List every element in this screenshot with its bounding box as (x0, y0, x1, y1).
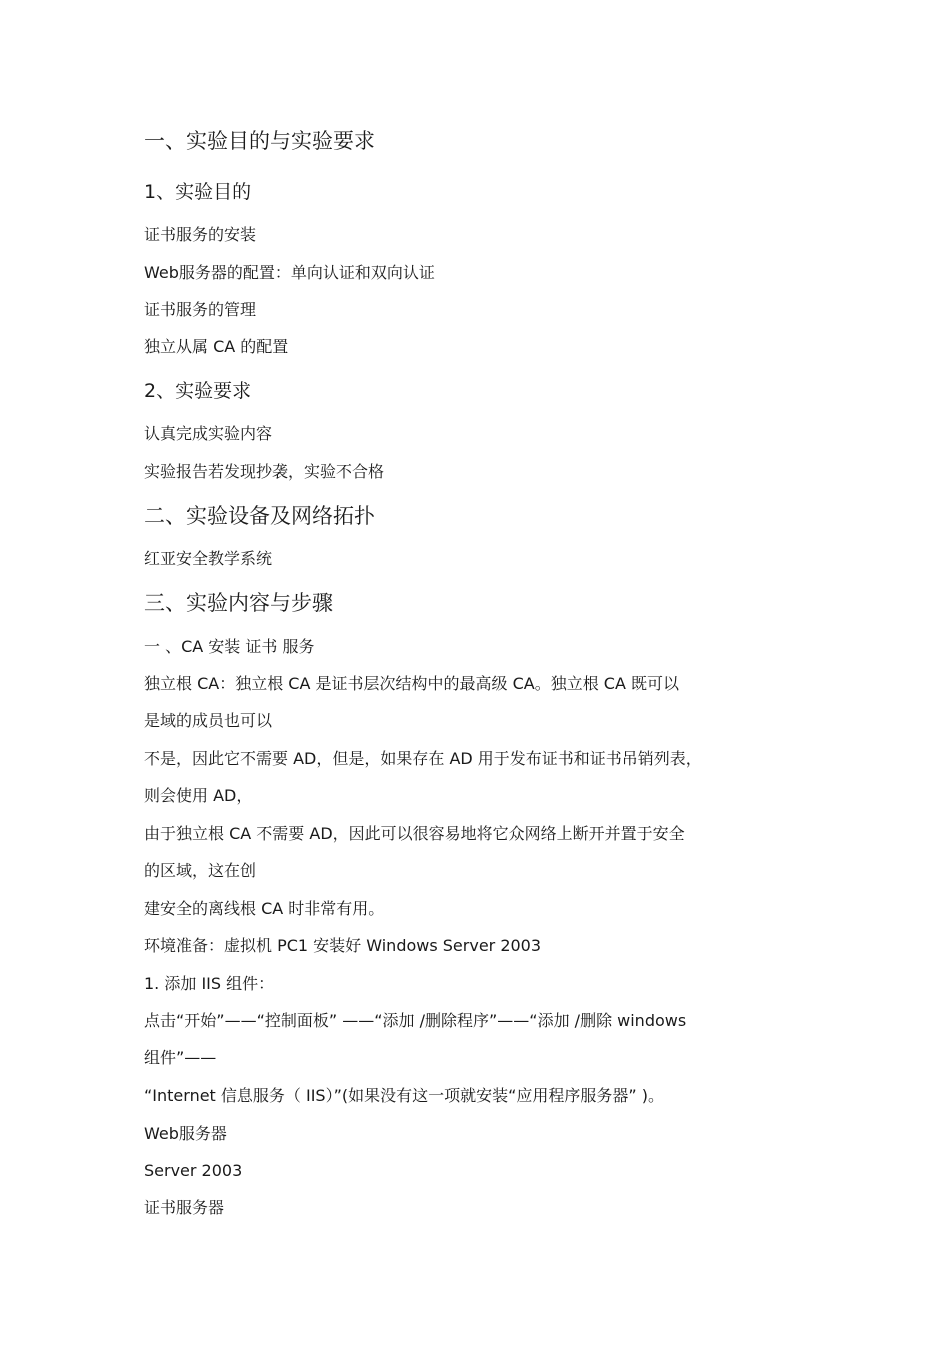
paragraph-line: 是域的成员也可以 (144, 711, 273, 730)
paragraph-line: 组件”—— (144, 1048, 217, 1067)
paragraph-line: 证书服务的安装 (144, 225, 257, 244)
paragraph-line: 点击“开始”——“控制面板” ——“添加 /删除程序”——“添加 /删除 windows (144, 1011, 687, 1030)
paragraph-line: 建安全的离线根 CA 时非常有用。 (144, 899, 385, 918)
paragraph-line: 证书服务的管理 (144, 300, 257, 319)
subheading-1-2: 2、实验要求 (144, 380, 252, 402)
paragraph-line: 红亚安全教学系统 (144, 549, 273, 568)
paragraph-line: Web服务器 (144, 1124, 227, 1143)
paragraph-line: 的区域，这在创 (144, 861, 257, 880)
paragraph-line: 由于独立根 CA 不需要 AD，因此可以很容易地将它众网络上断开并置于安全 (144, 824, 685, 843)
paragraph-line: 不是，因此它不需要 AD，但是，如果存在 AD 用于发布证书和证书吊销列表， (144, 749, 702, 768)
step-item: 1. 添加 IIS 组件： (144, 974, 275, 993)
paragraph-line: Server 2003 (144, 1161, 243, 1180)
paragraph-line: 实验报告若发现抄袭，实验不合格 (144, 462, 385, 481)
paragraph-line: 环境准备：虚拟机 PC1 安装好 Windows Server 2003 (144, 936, 542, 955)
paragraph-line: Web服务器的配置：单向认证和双向认证 (144, 263, 435, 282)
paragraph-line: 独立从属 CA 的配置 (144, 337, 289, 356)
section-heading-3: 三、实验内容与步骤 (144, 591, 333, 615)
paragraph-line: 独立根 CA：独立根 CA 是证书层次结构中的最高级 CA。独立根 CA 既可以 (144, 674, 679, 693)
section-heading-2: 二、实验设备及网络拓扑 (144, 504, 375, 528)
paragraph-line: 认真完成实验内容 (144, 424, 273, 443)
paragraph-line: “Internet 信息服务（ IIS）”(如果没有这一项就安装“应用程序服务器” )。 (144, 1086, 665, 1105)
paragraph-line: 则会使用 AD， (144, 786, 253, 805)
section-heading-1: 一、实验目的与实验要求 (144, 129, 375, 153)
paragraph-line: 证书服务器 (144, 1198, 225, 1217)
subheading-1-1: 1、实验目的 (144, 181, 252, 203)
step-heading: 一 、CA 安装 证书 服务 (144, 637, 315, 656)
